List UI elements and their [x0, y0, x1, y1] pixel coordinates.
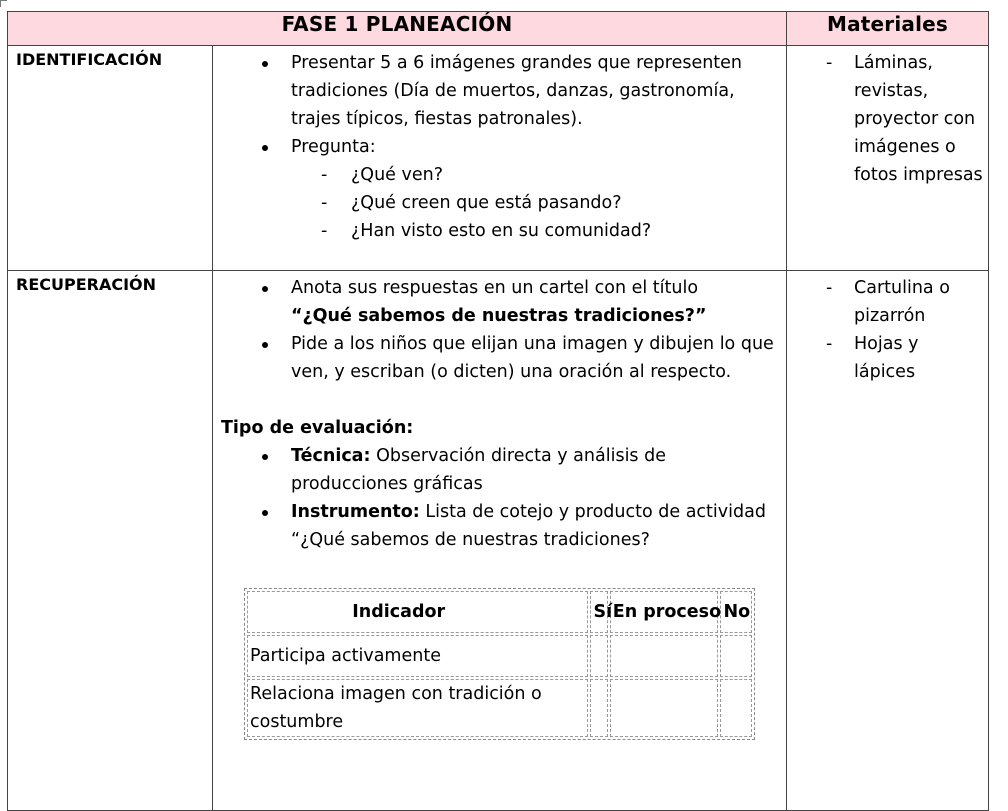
- activity-list: [221, 274, 778, 386]
- no-cell: [720, 635, 752, 677]
- list-item: [291, 498, 778, 554]
- yes-header: Sí: [590, 591, 607, 633]
- indicator-header-row: [247, 591, 752, 633]
- list-item: - ¿Qué creen que está pasando?: [351, 189, 778, 217]
- yes-cell: [590, 635, 607, 677]
- list-item: [291, 274, 778, 330]
- in-process-cell: [610, 635, 719, 677]
- evaluation-list: [221, 442, 778, 554]
- activities-cell: [213, 271, 787, 811]
- question-list: [291, 161, 778, 245]
- evaluation-title: Tipo de evaluación:: [221, 418, 414, 438]
- no-cell: [720, 679, 752, 737]
- list-item: Presentar 5 a 6 imágenes grandes que representen tradiciones (Día de muertos, danzas, gastronomía, trajes típicos, fiestas patronales).: [291, 49, 778, 133]
- no-header: No: [720, 591, 752, 633]
- phase-title: FASE 1 PLANEACIÓN: [8, 12, 787, 46]
- in-process-cell: [610, 679, 719, 737]
- tecnica-label: Técnica:: [291, 446, 371, 466]
- activity-list: [221, 49, 778, 245]
- question-label: Pregunta:: [291, 137, 376, 157]
- list-item: - Láminas, revistas, proyector con imágenes o fotos impresas: [854, 49, 984, 189]
- planning-table: [7, 11, 989, 811]
- instrumento-label: Instrumento:: [291, 502, 420, 522]
- list-item: Pide a los niños que elijan una imagen y dibujen lo que ven, y escriban (o dicten) una oración al respecto.: [291, 330, 778, 386]
- list-item: [291, 442, 778, 498]
- materials-title: Materiales: [787, 12, 989, 46]
- materials-cell: [787, 46, 989, 271]
- table-row: [247, 635, 752, 677]
- page-corner-mark: [0, 0, 7, 7]
- table-row: [247, 679, 752, 737]
- poster-title: “¿Qué sabemos de nuestras tradiciones?”: [291, 306, 707, 326]
- list-item: - Cartulina o pizarrón: [854, 274, 984, 330]
- tecnica-text: Observación directa y análisis de producciones gráficas: [291, 446, 666, 494]
- activities-cell: [213, 46, 787, 271]
- row-recuperacion: [8, 271, 989, 811]
- indicator-header: Indicador: [247, 591, 588, 633]
- row-label: IDENTIFICACIÓN: [8, 46, 213, 271]
- header-row: [8, 12, 989, 46]
- list-item: - Hojas y lápices: [854, 330, 984, 386]
- list-item: [291, 133, 778, 245]
- materials-list: [793, 274, 984, 386]
- instrumento-text: Lista de cotejo y producto de actividad “¿Qué sabemos de nuestras tradiciones?: [291, 502, 766, 550]
- yes-cell: [590, 679, 607, 737]
- row-identificacion: [8, 46, 989, 271]
- list-item: - ¿Qué ven?: [351, 161, 778, 189]
- bullet-text: Anota sus respuestas en un cartel con el título: [291, 278, 699, 298]
- row-label: RECUPERACIÓN: [8, 271, 213, 811]
- materials-cell: [787, 271, 989, 811]
- indicator-table: [244, 588, 755, 740]
- list-item: - ¿Han visto esto en su comunidad?: [351, 217, 778, 245]
- indicator-cell: Participa activamente: [247, 635, 588, 677]
- materials-list: [793, 49, 984, 189]
- indicator-cell: Relaciona imagen con tradición o costumbre: [247, 679, 588, 737]
- in-process-header: En proceso: [610, 591, 719, 633]
